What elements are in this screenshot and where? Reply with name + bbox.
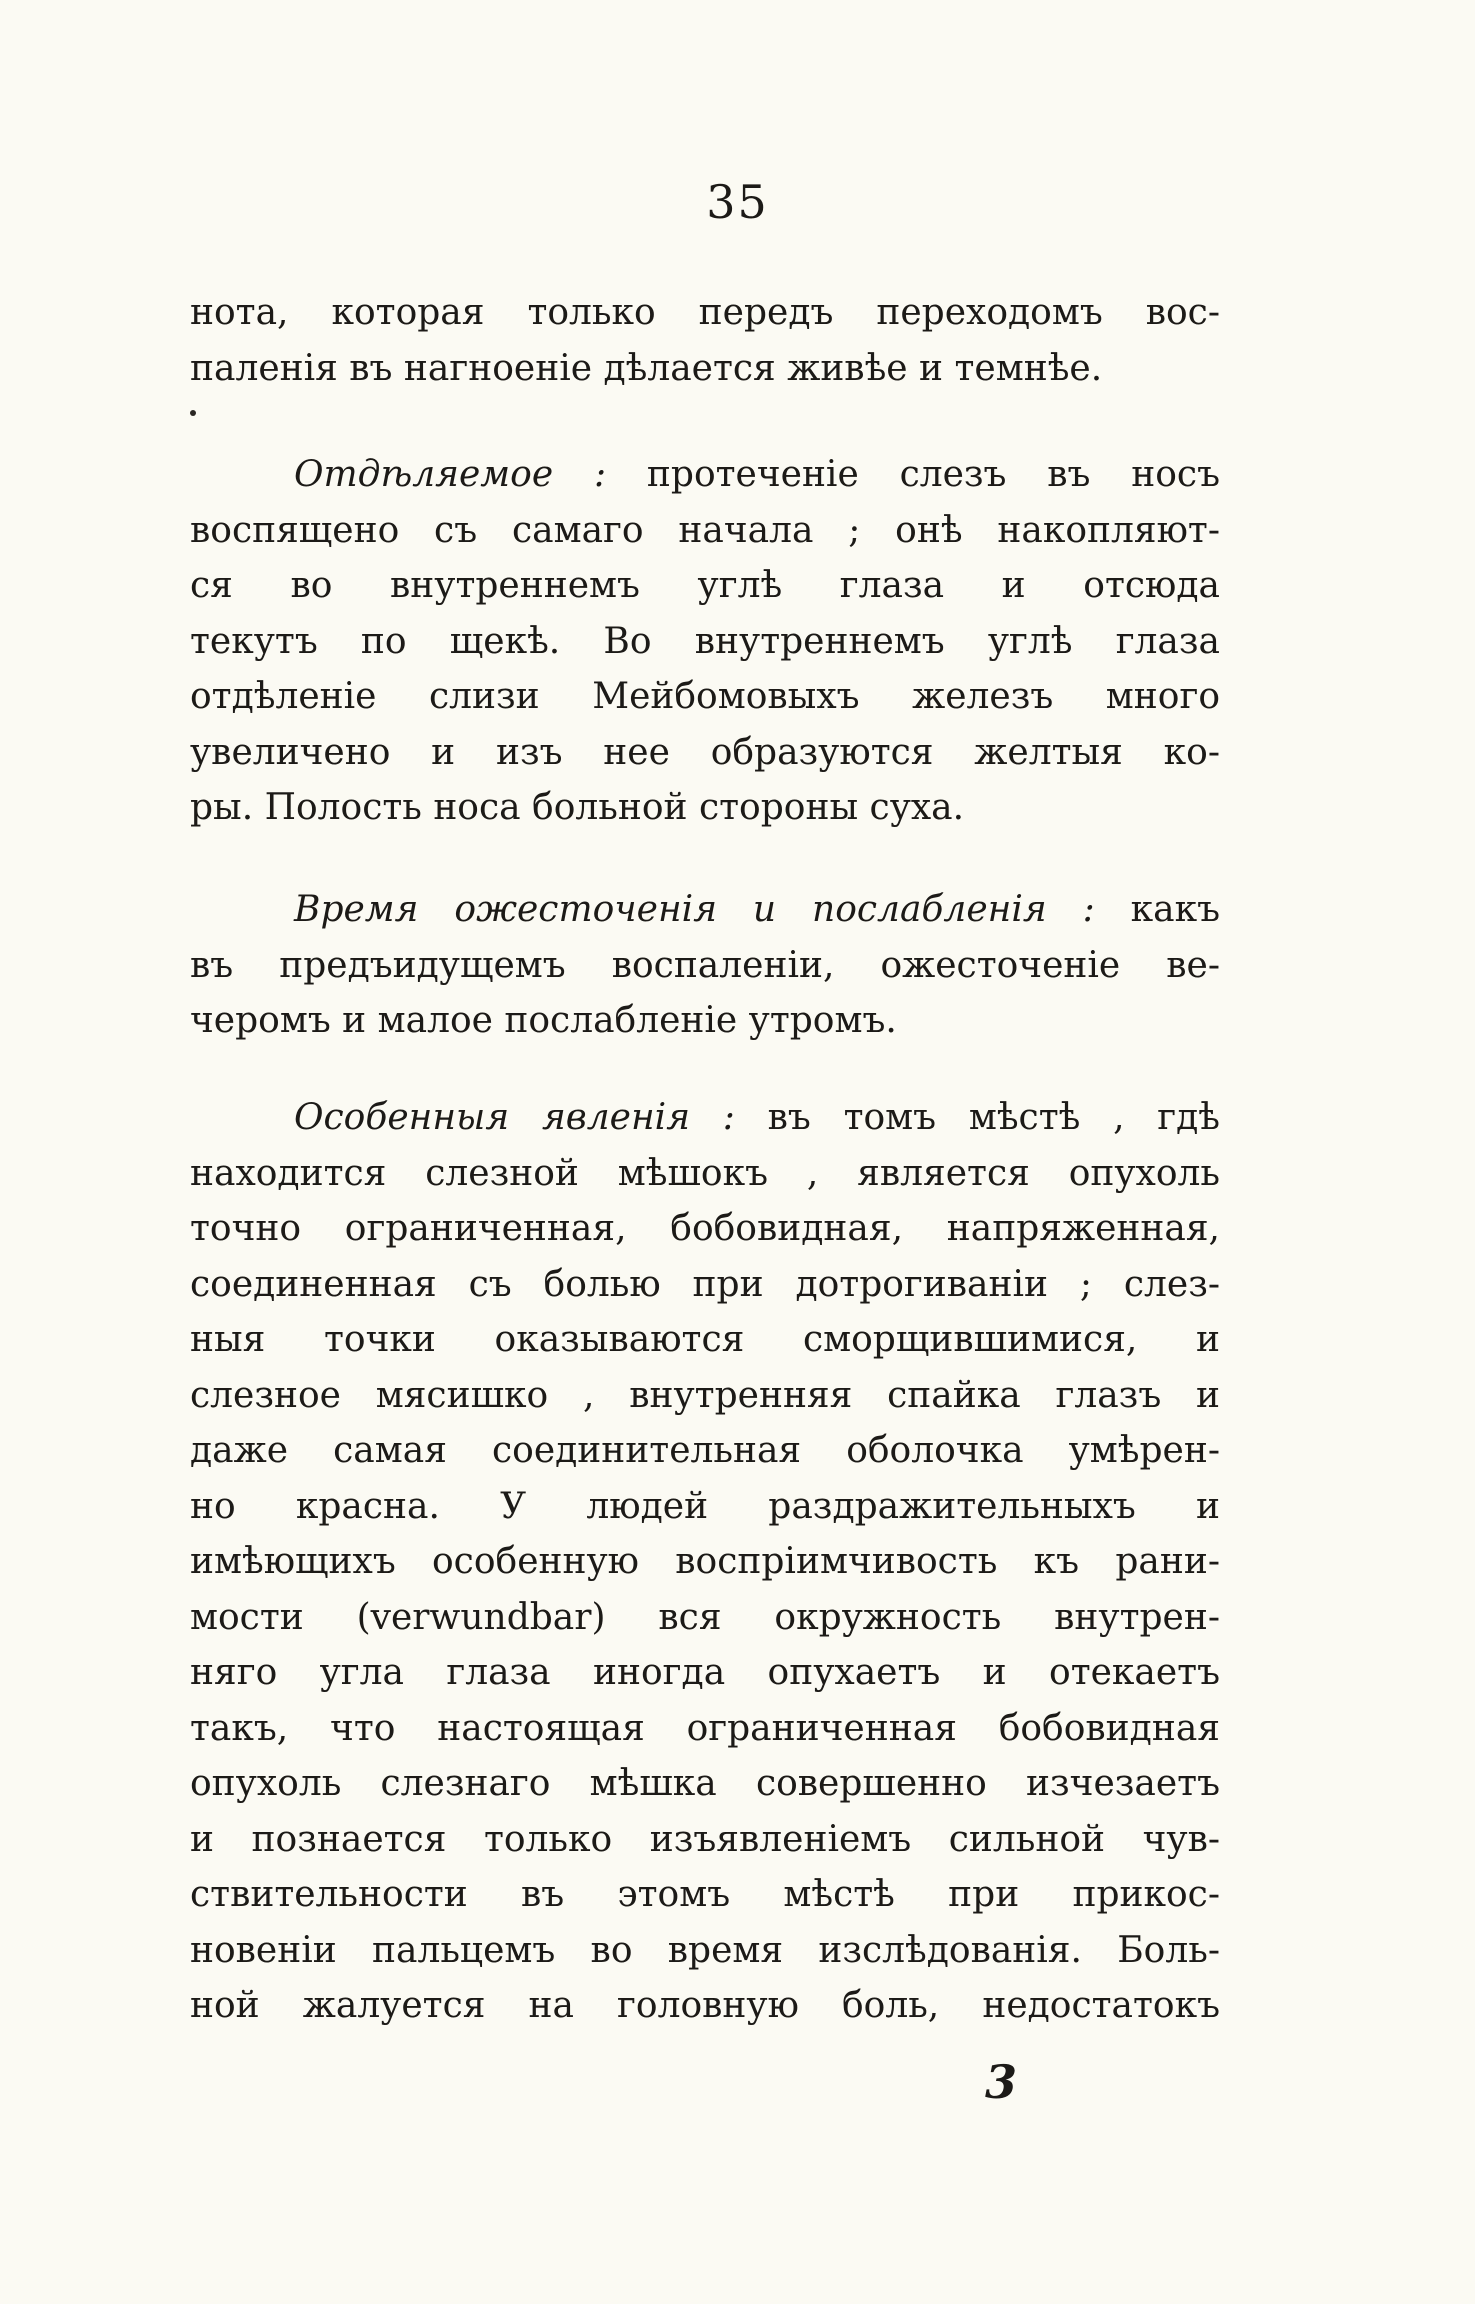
paragraph-1 (190, 285, 1220, 396)
text-line: точно ограниченная, бобовидная, напряженная, (190, 1208, 1220, 1249)
text-line: мости (verwundbar) вся окружность внутрен- (190, 1596, 1220, 1638)
paragraph-lead: Время ожесточенія и послабленія : (294, 889, 1095, 930)
text-line: такъ, что настоящая ограниченная бобовидная (190, 1707, 1220, 1749)
text-line: въ предъидущемъ воспаленіи, ожесточеніе ве- (190, 944, 1220, 986)
text-line: ствительности въ этомъ мѣстѣ при прикос- (190, 1874, 1220, 1915)
text-fragment: въ томъ мѣстѣ , гдѣ (734, 1097, 1221, 1138)
paragraph-lead: Отдѣляемое : (294, 454, 607, 495)
text-line: отдѣленіе слизи Мейбомовыхъ железъ много (190, 676, 1220, 717)
text-line: опухоль слезнаго мѣшка совершенно изчезаетъ (190, 1763, 1220, 1804)
page-number: 35 (706, 175, 769, 229)
text-fragment: протеченіе слезъ въ носъ (606, 454, 1220, 495)
text-line: нота, которая только передъ переходомъ вос- (190, 292, 1220, 333)
paragraph-lead: Особенныя явленія : (294, 1097, 735, 1138)
text-line: слезное мясишко , внутренняя спайка глазъ и (190, 1374, 1220, 1416)
text-line: ной жалуется на головную боль, недостатокъ (190, 1985, 1220, 2026)
text-line: увеличено и изъ нее образуются желтыя ко- (190, 731, 1220, 773)
text-line: находится слезной мѣшокъ , является опухоль (190, 1152, 1220, 1194)
text-line: имѣющихъ особенную воспріимчивость къ рани- (190, 1541, 1220, 1582)
text-line: ры. Полость носа больной стороны суха. (190, 787, 965, 828)
paragraph-3 (190, 882, 1220, 1049)
text-line: новеніи пальцемъ во время изслѣдованія. Боль- (190, 1929, 1220, 1971)
paragraph-2 (190, 447, 1220, 836)
text-line: паленія въ нагноеніе дѣлается живѣе и темнѣе. (190, 347, 1103, 389)
signature-mark: 3 (985, 2055, 1018, 2109)
text-line: ся во внутреннемъ углѣ глаза и отсюда (190, 565, 1220, 606)
text-line: текутъ по щекѣ. Во внутреннемъ углѣ глаза (190, 620, 1220, 662)
ink-dot (190, 410, 196, 416)
text-line: даже самая соединительная оболочка умѣрен- (190, 1430, 1220, 1471)
text-line-with-lead (190, 882, 1220, 938)
text-line: соединенная съ болью при дотрогиваніи ; слез- (190, 1263, 1220, 1305)
text-line: ныя точки оказываются сморщившимися, и (190, 1319, 1220, 1360)
text-line: и познается только изъявленіемъ сильной чув- (190, 1818, 1220, 1860)
text-line: няго угла глаза иногда опухаетъ и отекаетъ (190, 1652, 1220, 1693)
text-fragment: какъ (1094, 889, 1220, 930)
text-line-with-lead (190, 1090, 1220, 1146)
text-line: но красна. У людей раздражительныхъ и (190, 1485, 1220, 1527)
text-line: воспящено съ самаго начала ; онѣ накопляют- (190, 509, 1220, 551)
paragraph-4 (190, 1090, 1220, 2034)
text-line: черомъ и малое послабленіе утромъ. (190, 1000, 897, 1041)
text-line-with-lead (190, 447, 1220, 503)
